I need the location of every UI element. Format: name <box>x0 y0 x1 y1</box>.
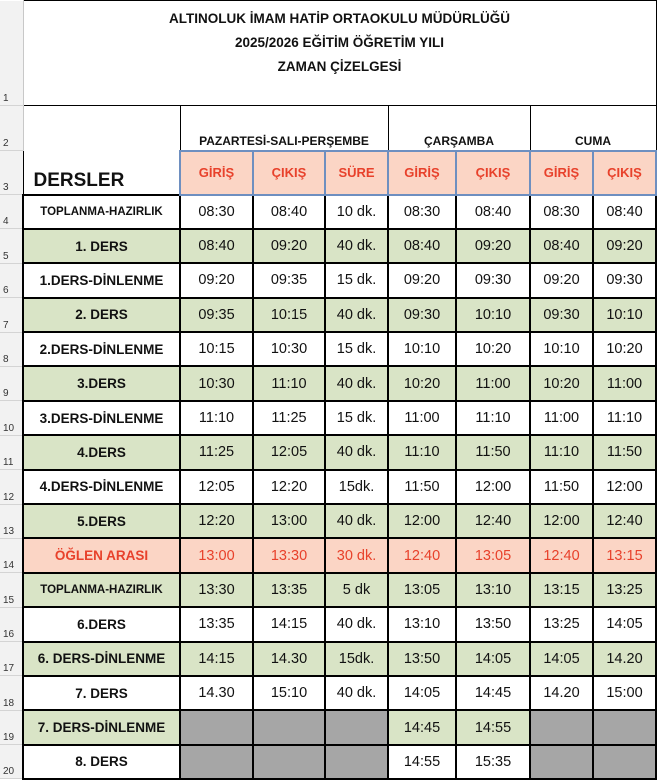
schedule-row <box>0 401 656 435</box>
time-cell[interactable]: 11:00 <box>456 366 530 400</box>
time-cell[interactable]: 14:45 <box>456 676 530 710</box>
time-cell[interactable]: 40 dk. <box>325 298 388 332</box>
time-cell[interactable]: 15 dk. <box>325 401 388 435</box>
time-cell[interactable]: 11:50 <box>456 435 530 469</box>
time-cell[interactable]: 40 dk. <box>325 366 388 400</box>
time-cell[interactable]: 12:00 <box>388 504 456 538</box>
time-cell[interactable]: 14:05 <box>456 642 530 676</box>
time-cell[interactable]: 10:10 <box>530 332 593 366</box>
lesson-label-cell[interactable]: 7. DERS-DİNLENME <box>23 710 180 744</box>
row-number[interactable]: 17 <box>0 642 23 676</box>
time-cell[interactable]: 10:10 <box>456 298 530 332</box>
row-number[interactable]: 7 <box>0 298 23 332</box>
empty-cell[interactable] <box>180 745 253 779</box>
time-cell[interactable]: 11:10 <box>180 401 253 435</box>
time-cell[interactable]: 40 dk. <box>325 676 388 710</box>
time-cell[interactable]: 30 dk. <box>325 538 388 572</box>
lesson-label-cell[interactable]: 8. DERS <box>23 745 180 779</box>
time-cell[interactable]: 13:15 <box>593 538 656 572</box>
time-cell[interactable]: 12:05 <box>253 435 325 469</box>
time-cell[interactable]: 10:15 <box>253 298 325 332</box>
empty-cell[interactable] <box>593 710 656 744</box>
time-cell[interactable]: 09:20 <box>456 229 530 263</box>
time-cell[interactable]: 14:05 <box>593 607 656 641</box>
time-cell[interactable]: 09:35 <box>180 298 253 332</box>
time-cell[interactable]: 11:00 <box>388 401 456 435</box>
group-header-row <box>0 106 656 151</box>
time-cell[interactable]: 08:40 <box>530 229 593 263</box>
time-cell[interactable]: 09:20 <box>530 263 593 297</box>
time-cell[interactable]: 13:30 <box>253 538 325 572</box>
time-cell[interactable]: 40 dk. <box>325 504 388 538</box>
time-cell[interactable]: 12:05 <box>180 470 253 504</box>
time-cell[interactable]: 08:40 <box>253 195 325 229</box>
time-cell[interactable]: 13:10 <box>388 607 456 641</box>
time-cell[interactable]: 5 dk <box>325 573 388 607</box>
lesson-label-cell[interactable]: 2.DERS-DİNLENME <box>23 332 180 366</box>
subheader-cell[interactable]: ÇIKIŞ <box>593 151 656 195</box>
row-number[interactable]: 10 <box>0 401 23 435</box>
time-cell[interactable]: 09:20 <box>180 263 253 297</box>
time-cell[interactable]: 12:00 <box>593 470 656 504</box>
empty-cell[interactable] <box>530 710 593 744</box>
time-cell[interactable]: 08:40 <box>180 229 253 263</box>
lesson-label-cell[interactable]: 4.DERS <box>23 435 180 469</box>
time-cell[interactable]: 14.30 <box>253 642 325 676</box>
row-number[interactable]: 11 <box>0 435 23 469</box>
schedule-row <box>0 538 656 572</box>
time-cell[interactable]: 10 dk. <box>325 195 388 229</box>
time-cell[interactable]: 09:30 <box>456 263 530 297</box>
time-cell[interactable]: 12:00 <box>456 470 530 504</box>
schedule-row <box>0 263 656 297</box>
subheader-cell[interactable]: SÜRE <box>325 151 388 195</box>
lesson-label-cell[interactable]: 2. DERS <box>23 298 180 332</box>
time-cell[interactable]: 11:25 <box>253 401 325 435</box>
time-cell[interactable]: 13:25 <box>593 573 656 607</box>
row-number[interactable]: 4 <box>0 195 23 229</box>
time-cell[interactable]: 12:40 <box>530 538 593 572</box>
time-cell[interactable]: 11:10 <box>530 435 593 469</box>
time-cell[interactable]: 14.20 <box>530 676 593 710</box>
time-cell[interactable]: 09:30 <box>530 298 593 332</box>
row-number[interactable]: 18 <box>0 676 23 710</box>
time-cell[interactable]: 12:40 <box>388 538 456 572</box>
row-number[interactable]: 3 <box>0 151 23 195</box>
time-cell[interactable]: 10:20 <box>593 332 656 366</box>
time-cell[interactable]: 08:40 <box>593 195 656 229</box>
time-cell[interactable]: 13:35 <box>253 573 325 607</box>
time-cell[interactable]: 08:40 <box>388 229 456 263</box>
time-cell[interactable]: 10:30 <box>253 332 325 366</box>
time-cell[interactable]: 09:35 <box>253 263 325 297</box>
time-cell[interactable]: 10:30 <box>180 366 253 400</box>
time-cell[interactable]: 11:00 <box>593 366 656 400</box>
time-cell[interactable]: 11:10 <box>388 435 456 469</box>
subheader-cell[interactable]: ÇIKIŞ <box>456 151 530 195</box>
empty-cell[interactable] <box>253 745 325 779</box>
time-cell[interactable]: 14:55 <box>456 710 530 744</box>
schedule-row <box>0 642 656 676</box>
schedule-row <box>0 470 656 504</box>
lesson-label-cell[interactable]: ÖĞLEN ARASI <box>23 538 180 572</box>
time-cell[interactable]: 14:05 <box>388 676 456 710</box>
time-cell[interactable]: 14:15 <box>253 607 325 641</box>
lesson-label-cell[interactable]: 4.DERS-DİNLENME <box>23 470 180 504</box>
time-cell[interactable]: 11:50 <box>593 435 656 469</box>
time-cell[interactable]: 40 dk. <box>325 435 388 469</box>
time-cell[interactable]: 11:50 <box>530 470 593 504</box>
subheader-cell[interactable]: GİRİŞ <box>530 151 593 195</box>
schedule-row <box>0 435 656 469</box>
time-cell[interactable]: 15 dk. <box>325 263 388 297</box>
schedule-row <box>0 607 656 641</box>
time-cell[interactable]: 12:40 <box>456 504 530 538</box>
row-number[interactable]: 12 <box>0 470 23 504</box>
schedule-row <box>0 298 656 332</box>
time-cell[interactable]: 40 dk. <box>325 229 388 263</box>
empty-cell[interactable] <box>253 710 325 744</box>
schedule-row <box>0 332 656 366</box>
schedule-row <box>0 504 656 538</box>
time-cell[interactable]: 12:40 <box>593 504 656 538</box>
time-cell[interactable]: 09:20 <box>593 229 656 263</box>
title-row <box>0 1 656 106</box>
time-cell[interactable]: 13:05 <box>388 573 456 607</box>
lesson-label-cell[interactable]: 6.DERS <box>23 607 180 641</box>
time-cell[interactable]: 09:30 <box>593 263 656 297</box>
time-cell[interactable]: 13:50 <box>456 607 530 641</box>
schedule-row <box>0 710 656 744</box>
time-cell[interactable]: 08:30 <box>530 195 593 229</box>
time-cell[interactable]: 08:30 <box>180 195 253 229</box>
time-cell[interactable]: 13:00 <box>253 504 325 538</box>
time-cell[interactable]: 10:20 <box>388 366 456 400</box>
time-cell[interactable]: 13:05 <box>456 538 530 572</box>
time-cell[interactable]: 14:55 <box>388 745 456 779</box>
subheader-cell[interactable]: ÇIKIŞ <box>253 151 325 195</box>
time-cell[interactable]: 13:50 <box>388 642 456 676</box>
time-cell[interactable]: 09:30 <box>388 298 456 332</box>
time-cell[interactable]: 09:20 <box>388 263 456 297</box>
time-cell[interactable]: 10:15 <box>180 332 253 366</box>
row-number[interactable]: 6 <box>0 263 23 297</box>
time-cell[interactable]: 13:15 <box>530 573 593 607</box>
time-cell[interactable]: 11:25 <box>180 435 253 469</box>
title-schedule: ZAMAN ÇİZELGESİ <box>277 59 402 74</box>
empty-cell[interactable] <box>325 745 388 779</box>
time-cell[interactable]: 12:20 <box>253 470 325 504</box>
time-cell[interactable]: 11:10 <box>593 401 656 435</box>
time-cell[interactable]: 12:20 <box>180 504 253 538</box>
empty-cell[interactable] <box>325 710 388 744</box>
time-cell[interactable]: 40 dk. <box>325 607 388 641</box>
document-title <box>23 1 656 106</box>
lesson-label-cell[interactable]: 1. DERS <box>23 229 180 263</box>
time-cell[interactable]: 14.20 <box>593 642 656 676</box>
row-number[interactable]: 14 <box>0 538 23 572</box>
time-cell[interactable]: 15:00 <box>593 676 656 710</box>
row-number[interactable]: 15 <box>0 573 23 607</box>
schedule-row <box>0 195 656 229</box>
row-number[interactable]: 2 <box>0 106 23 151</box>
time-cell[interactable]: 14:15 <box>180 642 253 676</box>
time-cell[interactable]: 08:40 <box>456 195 530 229</box>
schedule-row <box>0 676 656 710</box>
row-number[interactable]: 19 <box>0 710 23 744</box>
schedule-row <box>0 745 656 779</box>
time-cell[interactable]: 15:35 <box>456 745 530 779</box>
row-number[interactable]: 13 <box>0 504 23 538</box>
time-cell[interactable]: 13:25 <box>530 607 593 641</box>
row-number[interactable]: 9 <box>0 366 23 400</box>
row-number[interactable]: 20 <box>0 745 23 779</box>
lesson-label-cell[interactable]: 5.DERS <box>23 504 180 538</box>
time-cell[interactable]: 10:10 <box>593 298 656 332</box>
time-cell[interactable]: 14:45 <box>388 710 456 744</box>
lesson-label-cell[interactable]: 3.DERS-DİNLENME <box>23 401 180 435</box>
time-cell[interactable]: 12:00 <box>530 504 593 538</box>
row-number[interactable]: 5 <box>0 229 23 263</box>
time-cell[interactable]: 15 dk. <box>325 332 388 366</box>
schedule-row <box>0 573 656 607</box>
time-cell[interactable]: 09:20 <box>253 229 325 263</box>
time-cell[interactable]: 10:20 <box>530 366 593 400</box>
group-header-friday[interactable]: CUMA <box>530 106 656 151</box>
lesson-label-cell[interactable]: 1.DERS-DİNLENME <box>23 263 180 297</box>
time-cell[interactable]: 11:00 <box>530 401 593 435</box>
title-school: ALTINOLUK İMAM HATİP ORTAOKULU MÜDÜRLÜĞÜ <box>169 11 510 26</box>
time-cell[interactable]: 13:00 <box>180 538 253 572</box>
time-cell[interactable]: 14:05 <box>530 642 593 676</box>
lesson-label-cell[interactable]: 6. DERS-DİNLENME <box>23 642 180 676</box>
time-cell[interactable]: 15dk. <box>325 642 388 676</box>
time-cell[interactable]: 11:10 <box>253 366 325 400</box>
time-cell[interactable]: 11:10 <box>456 401 530 435</box>
schedule-row <box>0 229 656 263</box>
time-cell[interactable]: 15dk. <box>325 470 388 504</box>
time-cell[interactable]: 10:20 <box>456 332 530 366</box>
group-header-wednesday[interactable]: ÇARŞAMBA <box>388 106 530 151</box>
row-number[interactable]: 1 <box>0 1 23 106</box>
empty-cell[interactable] <box>530 745 593 779</box>
time-cell[interactable]: 14.30 <box>180 676 253 710</box>
time-cell[interactable]: 13:30 <box>180 573 253 607</box>
empty-cell[interactable] <box>180 710 253 744</box>
time-cell[interactable]: 11:50 <box>388 470 456 504</box>
lesson-label-cell[interactable]: 3.DERS <box>23 366 180 400</box>
dersler-header[interactable]: DERSLER <box>23 106 180 195</box>
empty-cell[interactable] <box>593 745 656 779</box>
lesson-label-cell[interactable]: 7. DERS <box>23 676 180 710</box>
subheader-cell[interactable]: GİRİŞ <box>180 151 253 195</box>
time-cell[interactable]: 08:30 <box>388 195 456 229</box>
row-number[interactable]: 8 <box>0 332 23 366</box>
time-cell[interactable]: 13:10 <box>456 573 530 607</box>
schedule-row <box>0 366 656 400</box>
time-cell[interactable]: 13:35 <box>180 607 253 641</box>
row-number[interactable]: 16 <box>0 607 23 641</box>
subheader-cell[interactable]: GİRİŞ <box>388 151 456 195</box>
time-cell[interactable]: 10:10 <box>388 332 456 366</box>
time-cell[interactable]: 15:10 <box>253 676 325 710</box>
lesson-label-cell[interactable]: TOPLANMA-HAZIRLIK <box>23 573 180 607</box>
lesson-label-cell[interactable]: TOPLANMA-HAZIRLIK <box>23 195 180 229</box>
title-year: 2025/2026 EĞİTİM ÖĞRETİM YILI <box>234 35 445 50</box>
group-header-mon-tue-thu[interactable]: PAZARTESİ-SALI-PERŞEMBE <box>180 106 388 151</box>
